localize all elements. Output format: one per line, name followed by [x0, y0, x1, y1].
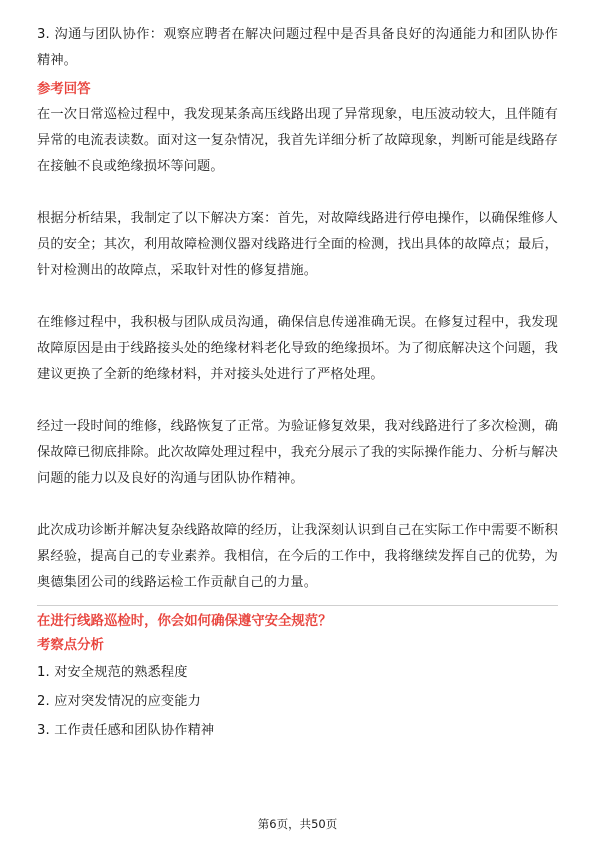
answer-paragraph-5: 此次成功诊断并解决复杂线路故障的经历，让我深刻认识到自己在实际工作中需要不断积累经验，提高自己的专业素养。我相信，在今后的工作中，我将继续发挥自己的优势，为奥德集团公司的线路运检工作贡献自己的力量。 [37, 523, 558, 590]
section-divider [37, 605, 558, 606]
page-content [37, 22, 558, 745]
question-title: 在进行线路巡检时，你会如何确保遵守安全规范？ [37, 614, 332, 629]
page-number-footer: 第6页，共50页 [257, 817, 338, 831]
answer-paragraph-3: 在维修过程中，我积极与团队成员沟通，确保信息传递准确无误。在修复过程中，我发现故障原因是由于线路接头处的绝缘材料老化导致的绝缘损坏。为了彻底解决这个问题，我建议更换了全新的绝缘材料，并对接头处进行了严格处理。 [37, 315, 558, 382]
analysis-point-2: 2. 应对突发情况的应变能力 [37, 694, 201, 709]
reference-answer-heading: 参考回答 [37, 82, 91, 97]
analysis-point-3: 3. 工作责任感和团队协作精神 [37, 723, 215, 738]
evaluation-point-3: 3. 沟通与团队协作：观察应聘者在解决问题过程中是否具备良好的沟通能力和团队协作精神。 [37, 27, 558, 68]
analysis-heading: 考察点分析 [37, 638, 104, 653]
answer-paragraph-1: 在一次日常巡检过程中，我发现某条高压线路出现了异常现象，电压波动较大，且伴随有异常的电流表读数。面对这一复杂情况，我首先详细分析了故障现象，判断可能是线路存在接触不良或绝缘损坏等问题。 [37, 107, 558, 174]
answer-paragraph-2: 根据分析结果，我制定了以下解决方案：首先，对故障线路进行停电操作，以确保维修人员的安全；其次，利用故障检测仪器对线路进行全面的检测，找出具体的故障点；最后，针对检测出的故障点，采取针对性的修复措施。 [37, 211, 558, 278]
analysis-point-1: 1. 对安全规范的熟悉程度 [37, 665, 188, 680]
answer-paragraph-4: 经过一段时间的维修，线路恢复了正常。为验证修复效果，我对线路进行了多次检测，确保故障已彻底排除。此次故障处理过程中，我充分展示了我的实际操作能力、分析与解决问题的能力以及良好的沟通与团队协作精神。 [37, 419, 558, 486]
